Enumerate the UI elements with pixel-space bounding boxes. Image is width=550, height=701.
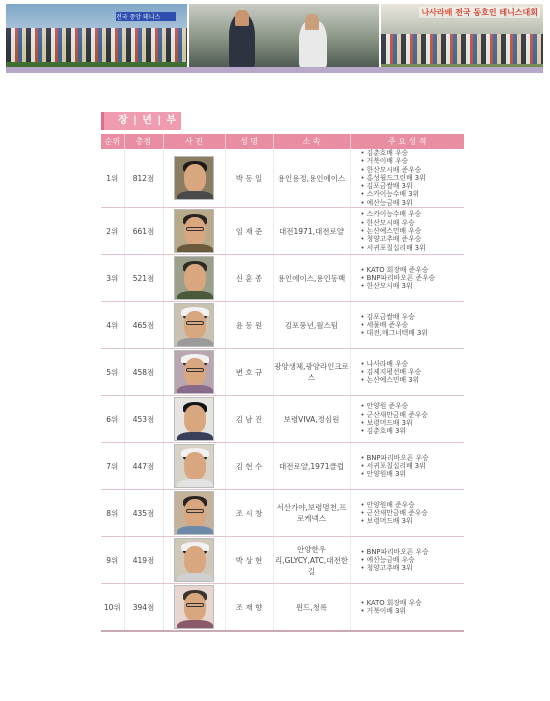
- achievement-item: • 보령머드배 3위: [361, 517, 465, 525]
- achievement-item: • 보령머드배 3위: [361, 419, 465, 427]
- achievement-item: • 안양원배 준우승: [361, 501, 465, 509]
- achievement-item: • 김포금쌀배 3위: [361, 182, 465, 190]
- club-cell: 용인에이스,용인동백: [273, 255, 350, 302]
- score-cell: 465점: [124, 302, 163, 349]
- player-photo: [174, 585, 214, 629]
- score-cell: 394점: [124, 584, 163, 632]
- name-cell: 조 재 향: [225, 584, 273, 632]
- club-cell: 윈드,청록: [273, 584, 350, 632]
- rank-cell: 5위: [101, 349, 124, 396]
- photo-cell: [163, 255, 225, 302]
- achievements-cell: [350, 443, 464, 490]
- name-cell: 임 재 준: [225, 208, 273, 255]
- achievement-item: • KATO 회장배 우승: [361, 599, 465, 607]
- score-cell: 447점: [124, 443, 163, 490]
- achievement-item: • 스카이능수배 우승: [361, 210, 465, 218]
- achievements-cell: [350, 537, 464, 584]
- achievement-item: • 한산모시배 준우승: [361, 166, 465, 174]
- player-photo: [174, 491, 214, 535]
- achievement-item: • 김춘호배 3위: [361, 427, 465, 435]
- table-row: [101, 443, 464, 490]
- player-photo: [174, 256, 214, 300]
- achievement-item: • 김포금쌀배 우승: [361, 313, 465, 321]
- header-banner: [6, 4, 543, 68]
- table-row: [101, 149, 464, 208]
- photo-cell: [163, 537, 225, 584]
- achievement-item: • 홍성월드그린배 3위: [361, 174, 465, 182]
- player-photo: [174, 156, 214, 200]
- rank-cell: 6위: [101, 396, 124, 443]
- name-cell: 박 상 현: [225, 537, 273, 584]
- club-cell: 김포풍년,월스팀: [273, 302, 350, 349]
- rank-cell: 9위: [101, 537, 124, 584]
- club-cell: 대전로얄,1971클럽: [273, 443, 350, 490]
- rank-cell: 10위: [101, 584, 124, 632]
- header-club: 소 속: [273, 134, 350, 149]
- rank-cell: 4위: [101, 302, 124, 349]
- table-row: [101, 584, 464, 632]
- achievement-item: • 예산능금배 3위: [361, 199, 465, 207]
- achievement-item: • BNP파리바오픈 우승: [361, 548, 465, 556]
- achievement-item: • 한산모시배 우승: [361, 219, 465, 227]
- club-cell: 서산가야,보령명천,프로케넥스: [273, 490, 350, 537]
- table-row: [101, 396, 464, 443]
- name-cell: 김 남 진: [225, 396, 273, 443]
- photo-cell: [163, 302, 225, 349]
- achievement-item: • 김춘호배 우승: [361, 149, 465, 157]
- table-row: [101, 349, 464, 396]
- achievement-item: • 세물배 준우승: [361, 321, 465, 329]
- banner-sign: 전국 중앙 테니스: [116, 12, 176, 21]
- rank-cell: 1위: [101, 149, 124, 208]
- name-cell: 김 현 수: [225, 443, 273, 490]
- table-row: [101, 537, 464, 584]
- score-cell: 812점: [124, 149, 163, 208]
- club-cell: 용인용정,용인에이스: [273, 149, 350, 208]
- player-photo: [174, 444, 214, 488]
- header-photo: 사 진: [163, 134, 225, 149]
- header-score: 총점: [124, 134, 163, 149]
- score-cell: 458점: [124, 349, 163, 396]
- score-cell: 419점: [124, 537, 163, 584]
- club-cell: 안양한우리,GLYCY,ATC,대전한길: [273, 537, 350, 584]
- achievement-item: • 대전,매그너텍배 3위: [361, 329, 465, 337]
- photo-cell: [163, 149, 225, 208]
- banner-title: 나사라배 전국 동호인 테니스대회: [421, 8, 538, 17]
- achievement-item: • 거북이배 우승: [361, 157, 465, 165]
- photo-cell: [163, 396, 225, 443]
- player-photo: [174, 397, 214, 441]
- banner-photo-tennis-players: [6, 4, 187, 68]
- achievement-item: • 한산모시배 3위: [361, 282, 465, 290]
- rank-cell: 3위: [101, 255, 124, 302]
- achievements-cell: [350, 149, 464, 208]
- achievements-cell: [350, 349, 464, 396]
- player-photo: [174, 209, 214, 253]
- section-title: 장 | 년 | 부: [101, 112, 181, 130]
- achievement-item: • 논산예스민배 3위: [361, 376, 465, 384]
- name-cell: 조 시 창: [225, 490, 273, 537]
- player-photo: [174, 538, 214, 582]
- achievement-item: • 스카이능수배 3위: [361, 190, 465, 198]
- club-cell: 광양생체,광양라인크로스: [273, 349, 350, 396]
- photo-cell: [163, 443, 225, 490]
- score-cell: 453점: [124, 396, 163, 443]
- achievement-item: • KATO 회장배 준우승: [361, 266, 465, 274]
- club-cell: 보령VIVA,정심원: [273, 396, 350, 443]
- banner-photo-group: [381, 4, 543, 68]
- table-row: [101, 208, 464, 255]
- player-photo: [174, 303, 214, 347]
- achievement-item: • 예산능금배 우승: [361, 556, 465, 564]
- score-cell: 435점: [124, 490, 163, 537]
- photo-cell: [163, 208, 225, 255]
- ranking-table: [101, 134, 464, 632]
- achievement-item: • BNP파리바오픈 우승: [361, 454, 465, 462]
- photo-cell: [163, 584, 225, 632]
- table-row: [101, 302, 464, 349]
- header-rank: 순위: [101, 134, 124, 149]
- club-cell: 대전1971,대전로얄: [273, 208, 350, 255]
- rank-cell: 7위: [101, 443, 124, 490]
- achievements-cell: [350, 396, 464, 443]
- table-header-row: [101, 134, 464, 149]
- achievement-item: • 김제지평선배 우승: [361, 368, 465, 376]
- name-cell: 박 동 일: [225, 149, 273, 208]
- achievement-item: • 군산새만금배 준우승: [361, 411, 465, 419]
- header-achievements: 주 요 성 적: [350, 134, 464, 149]
- score-cell: 661점: [124, 208, 163, 255]
- header-name: 성 명: [225, 134, 273, 149]
- achievement-item: • 논산예스민배 우승: [361, 227, 465, 235]
- achievement-item: • 청양고추배 준우승: [361, 235, 465, 243]
- name-cell: 신 훈 종: [225, 255, 273, 302]
- name-cell: 변 호 규: [225, 349, 273, 396]
- achievement-item: • 안양원배 3위: [361, 470, 465, 478]
- photo-cell: [163, 349, 225, 396]
- achievement-item: • 서귀포칠십리배 3위: [361, 462, 465, 470]
- achievement-item: • 나사라배 우승: [361, 360, 465, 368]
- achievements-cell: [350, 208, 464, 255]
- name-cell: 윤 동 원: [225, 302, 273, 349]
- banner-divider: [6, 67, 543, 73]
- achievement-item: • 군산새만금배 준우승: [361, 509, 465, 517]
- achievement-item: • 거북이배 3위: [361, 607, 465, 615]
- achievements-cell: [350, 584, 464, 632]
- banner-photo-ceremony: [189, 4, 378, 68]
- table-row: [101, 255, 464, 302]
- achievement-item: • BNP파리바오픈 준우승: [361, 274, 465, 282]
- score-cell: 521점: [124, 255, 163, 302]
- rank-cell: 2위: [101, 208, 124, 255]
- photo-cell: [163, 490, 225, 537]
- achievements-cell: [350, 255, 464, 302]
- achievements-cell: [350, 490, 464, 537]
- table-row: [101, 490, 464, 537]
- achievement-item: • 청양고추배 3위: [361, 564, 465, 572]
- achievement-item: • 서귀포칠십리배 3위: [361, 244, 465, 252]
- achievement-item: • 안양원 준우승: [361, 402, 465, 410]
- rank-cell: 8위: [101, 490, 124, 537]
- achievements-cell: [350, 302, 464, 349]
- player-photo: [174, 350, 214, 394]
